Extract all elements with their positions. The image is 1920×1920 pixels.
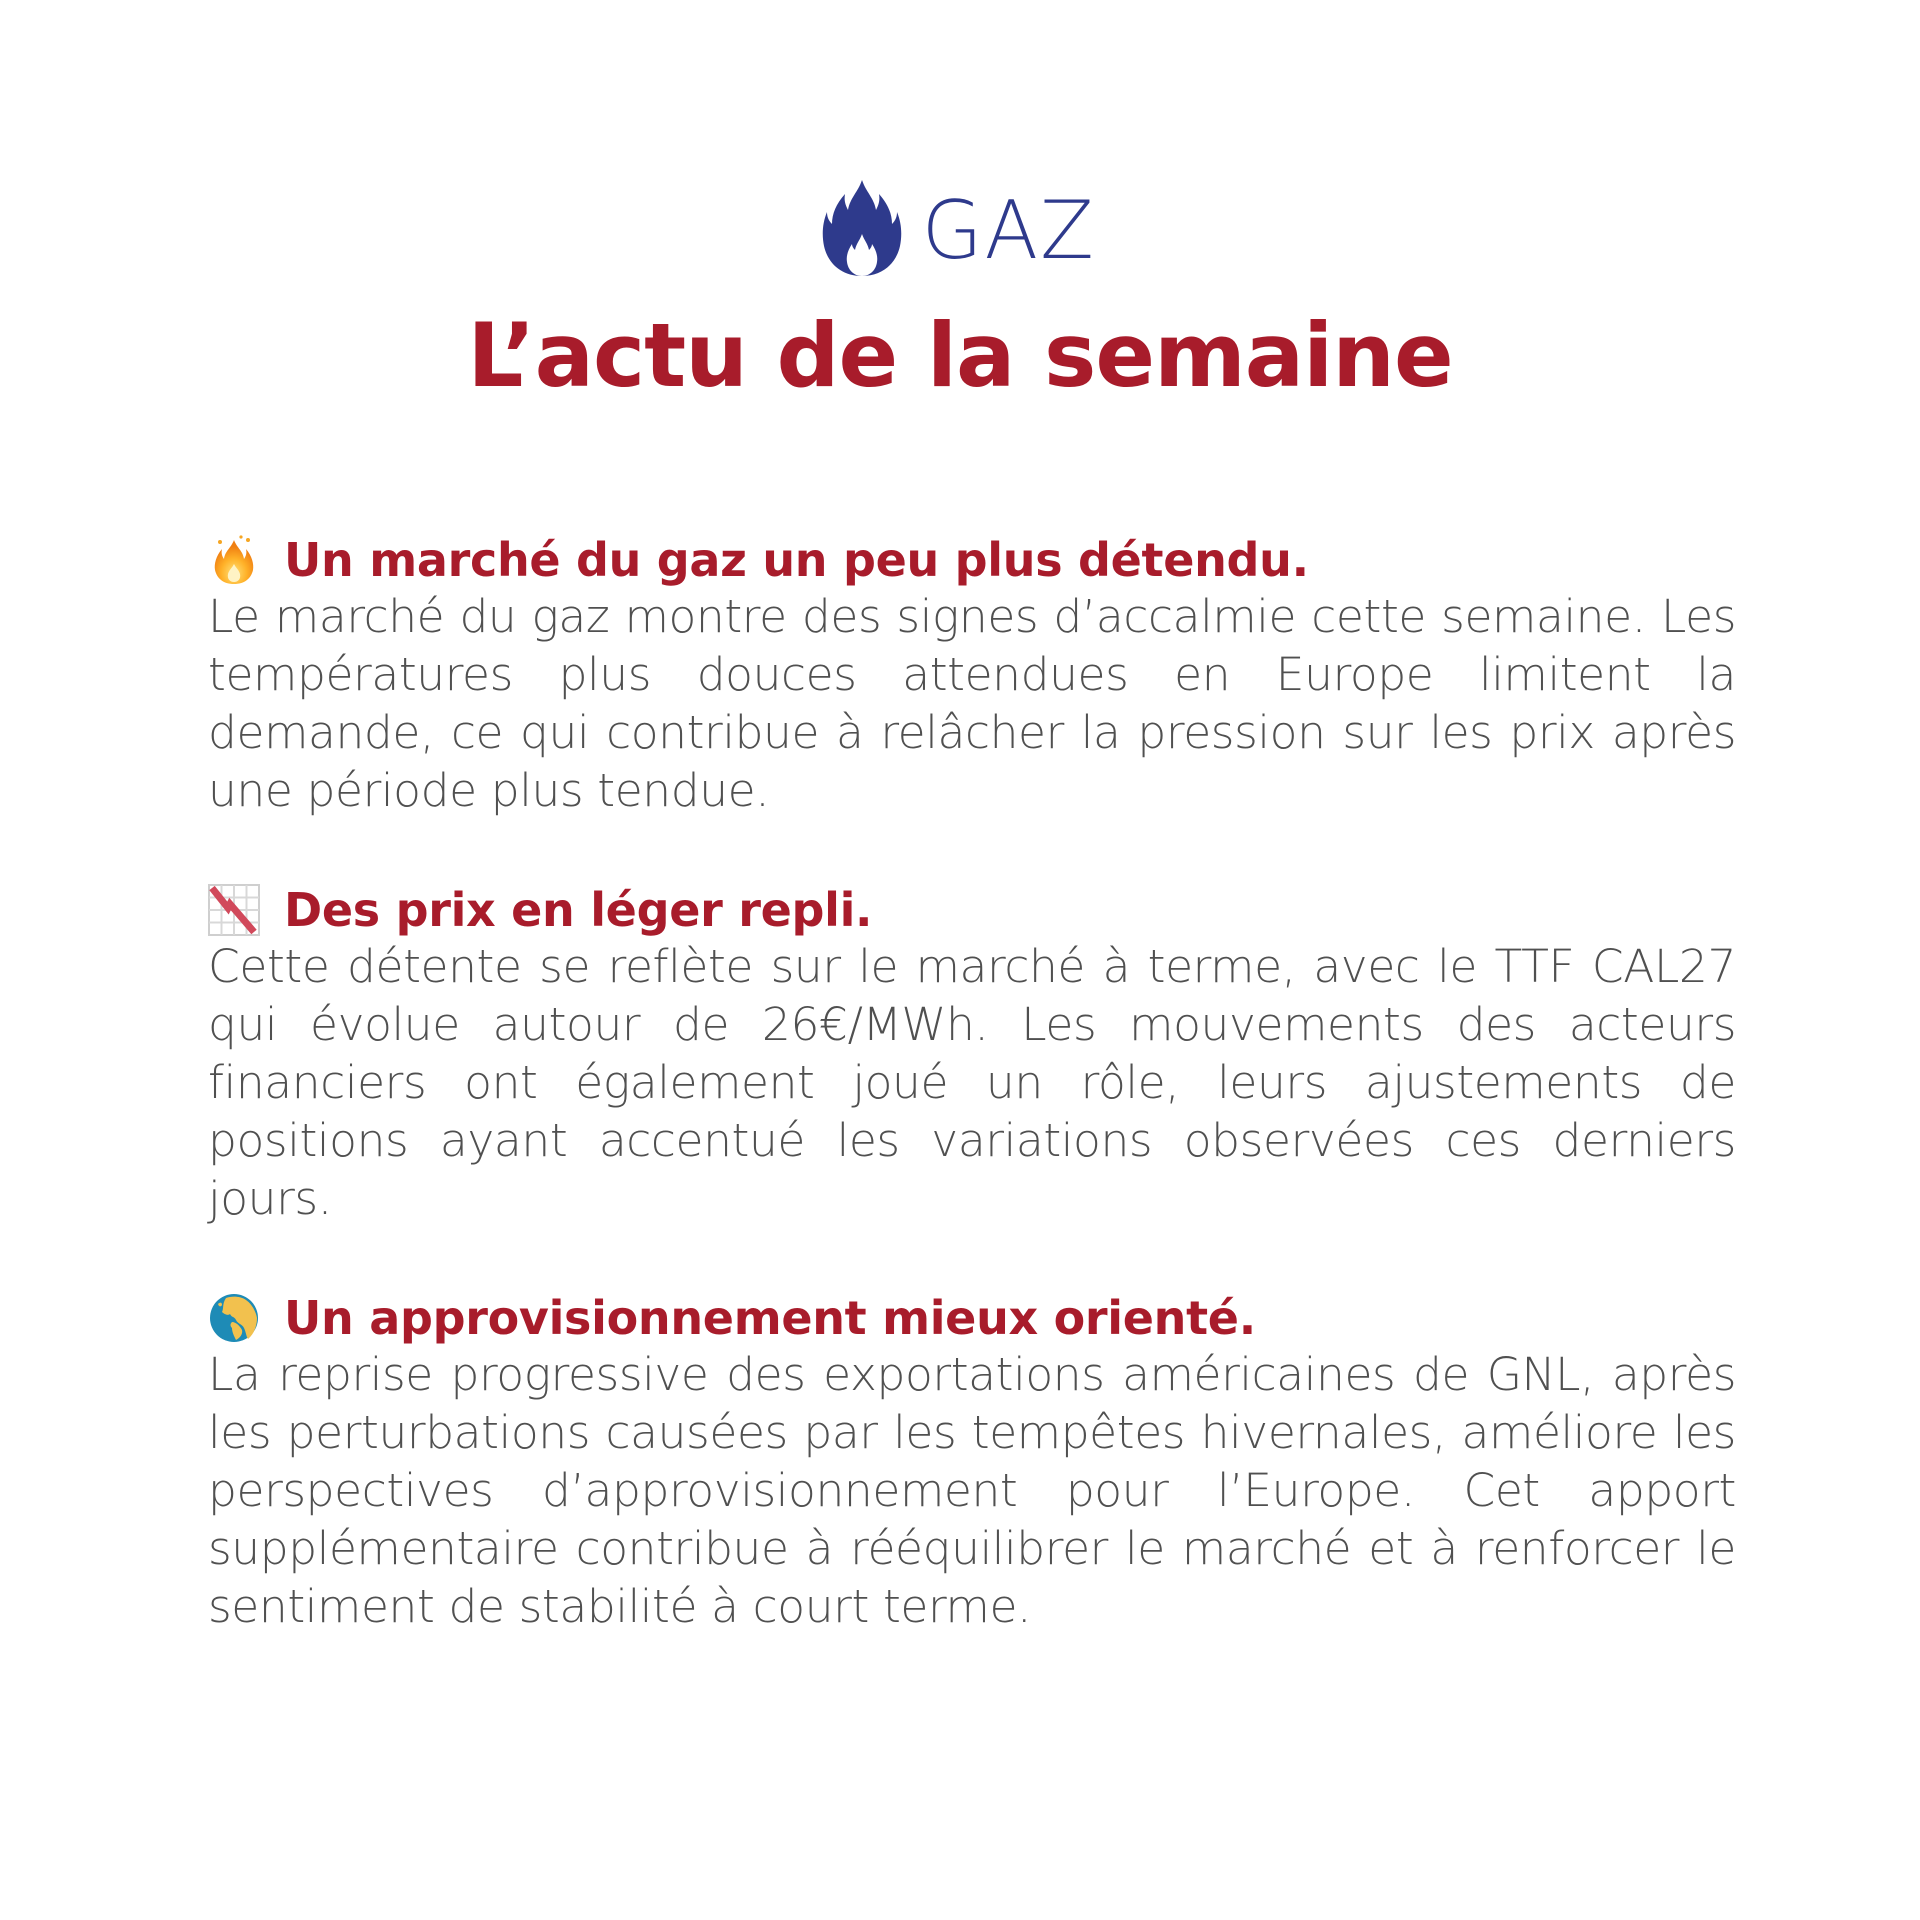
brand-header [0, 178, 1920, 278]
page-title: L’actu de la semaine [467, 304, 1453, 407]
section-body: La reprise progressive des exportations américaines de GNL, après les perturbations causées par les tempêtes hivernales, améliore les perspectives d’approvisionnement pour l’Europe. Cet apport supplémentaire contribue à rééquilibrer le marché et à renforcer le sentiment de stabilité à court terme. [208, 1348, 1736, 1633]
flame-icon [822, 178, 902, 278]
globe-europe-africa-icon [208, 1292, 260, 1344]
section-heading [208, 1286, 1736, 1350]
section-title: Des prix en léger repli. [284, 883, 873, 937]
section-body: Cette détente se reflète sur le marché à terme, avec le TTF CAL27 qui évolue autour de 26€/MWh. Les mouvements des acteurs financiers ont également joué un rôle, leurs ajustements de positions ayant accentué les variations observées ces derniers jours. [208, 940, 1736, 1225]
section-title: Un approvisionnement mieux orienté. [284, 1291, 1256, 1345]
section-heading [208, 878, 1736, 942]
news-section-market [208, 528, 1736, 820]
chart-decreasing-icon [208, 884, 260, 936]
brand-label: GAZ [922, 184, 1096, 277]
section-heading [208, 528, 1736, 592]
section-body: Le marché du gaz montre des signes d’accalmie cette semaine. Les températures plus douces attendues en Europe limitent la demande, ce qui contribue à relâcher la pression sur les prix après une période plus tendue. [208, 590, 1736, 817]
news-section-supply [208, 1286, 1736, 1636]
news-section-prices [208, 878, 1736, 1228]
news-content [208, 528, 1736, 1694]
fire-emoji-icon [208, 534, 260, 586]
section-title: Un marché du gaz un peu plus détendu. [284, 533, 1309, 587]
